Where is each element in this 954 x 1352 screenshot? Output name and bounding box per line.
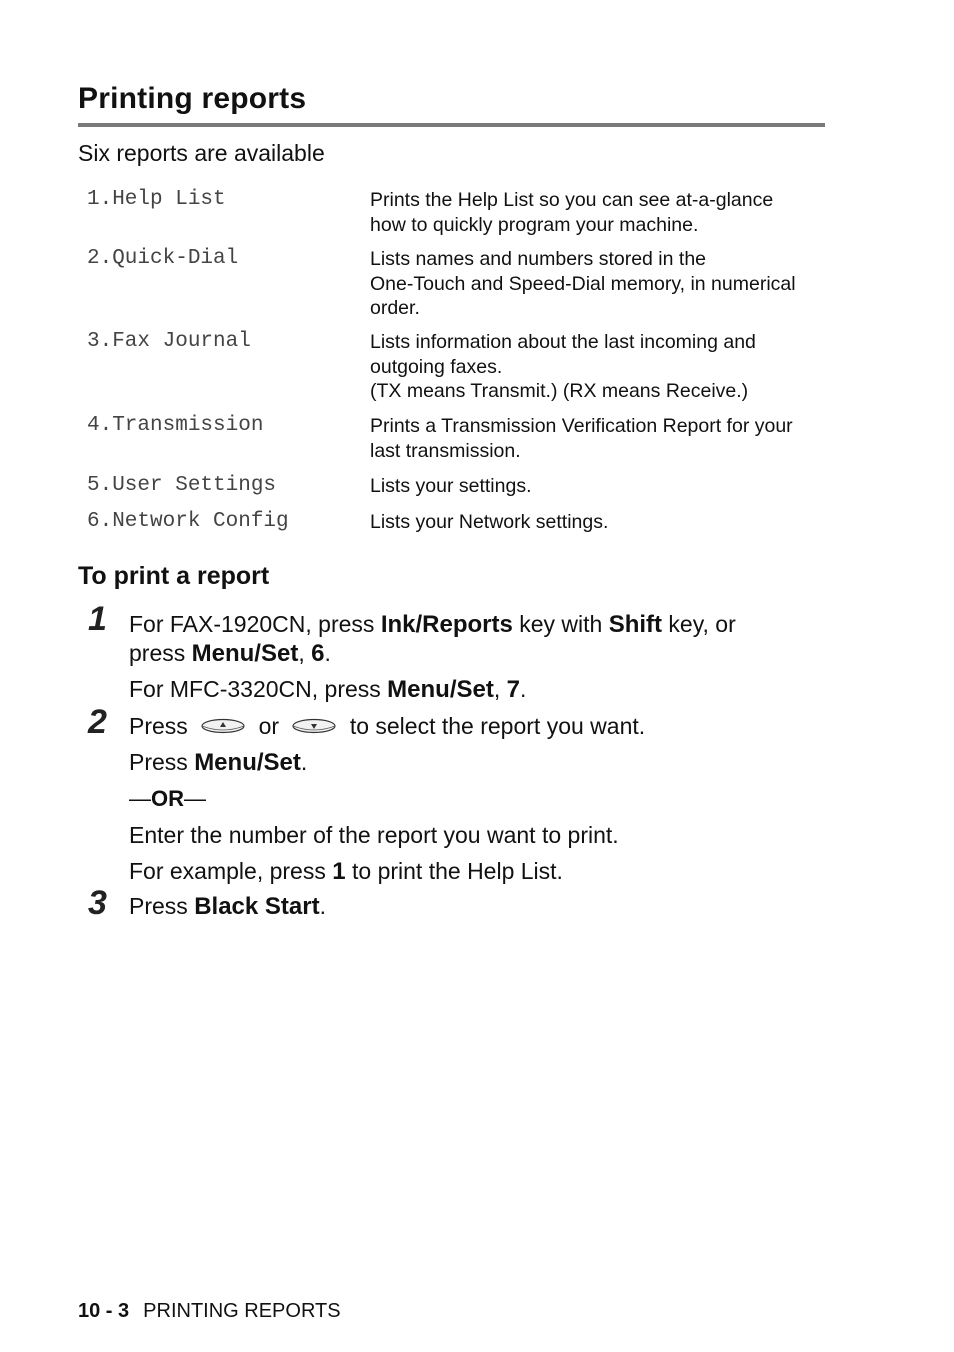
section-heading: To print a report [78,562,270,590]
report-code: 4.Transmission [87,414,264,437]
report-description [370,247,820,321]
page-number: 10 - 3 [78,1300,130,1322]
description-line: One-Touch and Speed-Dial memory, in numerical [370,272,796,295]
report-code: 5.User Settings [87,474,277,497]
report-code: 6.Network Config [87,510,289,533]
step2-line4: Enter the number of the report you want to print. [129,822,619,848]
description-line: Lists your Network settings. [370,511,609,533]
down-arrow-key-icon [291,713,337,742]
description-line: order. [370,297,420,319]
report-description [370,474,820,499]
title-rule [78,123,825,127]
step2-line2: Press Menu/Set. [129,749,308,776]
intro-text: Six reports are available [78,140,325,166]
description-line: (TX means Transmit.) (RX means Receive.) [370,380,749,402]
report-description [370,330,820,404]
step-number-3: 3 [88,884,107,922]
step3-line1: Press Black Start. [129,893,326,920]
description-line: how to quickly program your machine. [370,213,699,236]
description-line: Lists names and numbers stored in the [370,248,707,270]
description-line: Prints a Transmission Verification Report for your [370,415,793,437]
description-line: Lists information about the last incoming and [370,331,756,353]
page-footer [78,1300,341,1323]
description-line: last transmission. [370,439,521,462]
step-number-1: 1 [88,600,107,638]
report-code: 3.Fax Journal [87,330,251,353]
page-title: Printing reports [78,82,307,115]
description-line: outgoing faxes. [370,355,503,378]
or-divider: —OR— [129,786,206,811]
step1-line1: For FAX-1920CN, press Ink/Reports key with Shift key, or [129,611,736,638]
report-code: 1.Help List [87,188,226,211]
report-description [370,510,820,535]
step-number-2: 2 [88,703,107,741]
up-arrow-key-icon [200,713,246,742]
step1-line3: For MFC-3320CN, press Menu/Set, 7. [129,676,527,703]
step2-line1: Press or to select the report you want. [129,712,645,742]
report-description [370,414,820,463]
report-code: 2.Quick-Dial [87,247,239,270]
step2-line5: For example, press 1 to print the Help List. [129,858,563,885]
description-line: Prints the Help List so you can see at-a-glance [370,189,774,211]
footer-section: PRINTING REPORTS [143,1300,341,1322]
report-description [370,188,820,237]
description-line: Lists your settings. [370,475,532,497]
step1-line2: press Menu/Set, 6. [129,640,331,667]
